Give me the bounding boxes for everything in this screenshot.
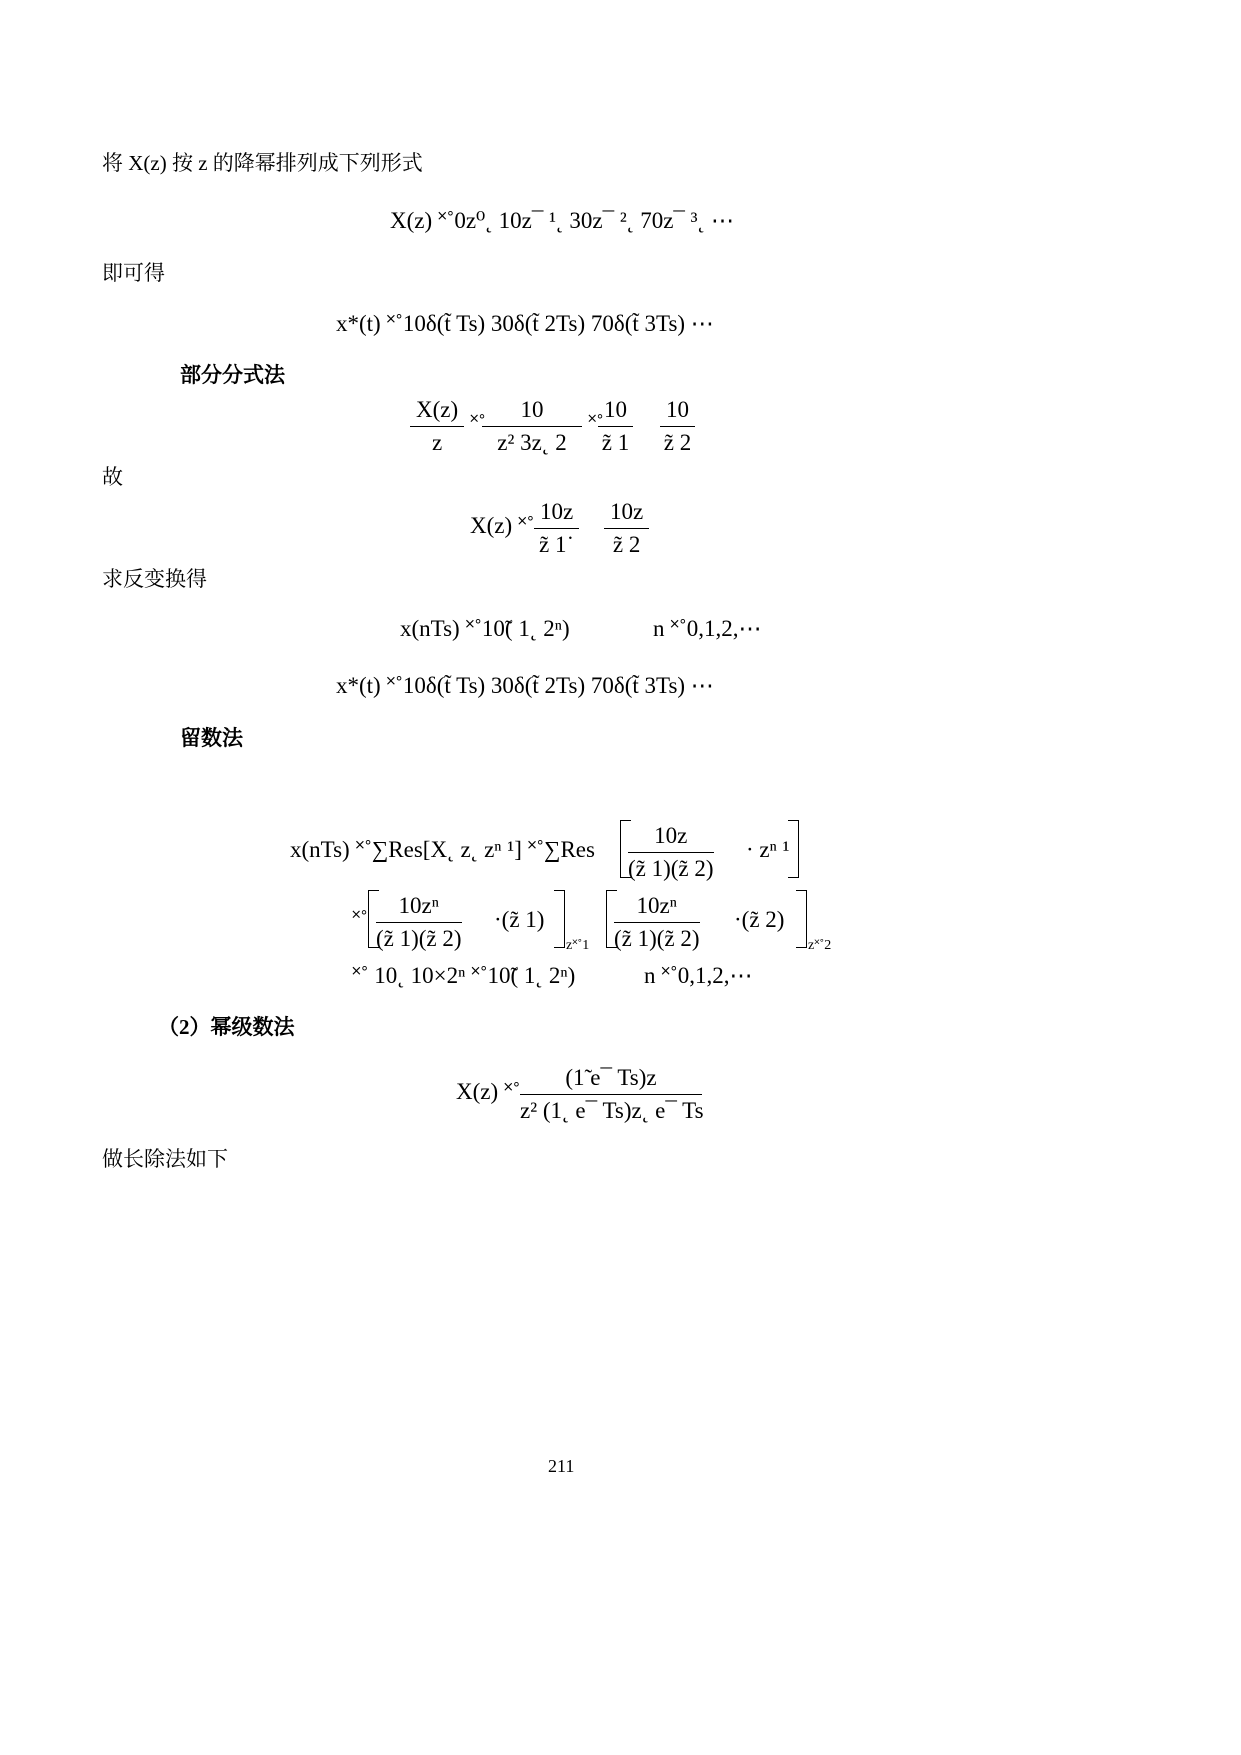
- residue-line-2-fraction-b: [614, 892, 700, 953]
- residue-line-2-right-bracket-b: [796, 890, 807, 948]
- eq4-f2-num: 10z: [604, 498, 649, 529]
- residue-line-1-tail: · zⁿ ¹: [746, 837, 790, 862]
- power-series-fraction: [520, 1064, 704, 1125]
- eq3-f3-num: 10: [660, 396, 695, 427]
- eq3-f1-num: 10: [482, 396, 582, 427]
- eq3-eq-sign-2: ˟˚: [588, 410, 604, 435]
- text-line-1: 将 X(z) 按 z 的降幂排列成下列形式: [102, 151, 423, 175]
- eq3-lhs-den: z: [431, 430, 443, 455]
- r1-num: 10z: [628, 822, 714, 853]
- eq4-f1-den: z̃ 1˙: [539, 532, 575, 557]
- p-num: (1̃ e¯ Ts)z: [520, 1064, 702, 1095]
- r2-a-den: (z̃ 1)(z̃ 2): [376, 926, 462, 951]
- equation-6: x*(t) ˟˚10δ(t̃ Ts) 30δ(t̃ 2Ts) 70δ(t̃ 3Ts) ⋯: [336, 673, 714, 698]
- r2-b-num: 10zⁿ: [614, 892, 700, 923]
- residue-line-3-n: n ˟˚0,1,2,⋯: [644, 963, 753, 988]
- residue-line-2-subscript-a: z˟˚1: [566, 938, 590, 953]
- text-qiufan: 求反变换得: [102, 567, 207, 591]
- eq4-lhs: X(z) ˟˚: [470, 513, 535, 538]
- residue-line-2-tail-b: ·(z̃ 2): [734, 907, 785, 932]
- p-den: z² (1˛ e¯ Ts)z˛ e¯ Ts: [520, 1098, 704, 1123]
- r1-den: (z̃ 1)(z̃ 2): [628, 856, 714, 881]
- equation-1: X(z) ˟˚0z⁰˛ 10z¯ ¹˛ 30z¯ ²˛ 70z¯ ³˛ ⋯: [390, 208, 734, 233]
- eq3-fraction-1: [482, 396, 582, 457]
- eq4-fraction-1: [534, 498, 579, 559]
- eq4-f2-den: z̃ 2: [612, 532, 641, 557]
- residue-line-2-eq-sign: ˟˚: [352, 906, 368, 931]
- residue-line-2-subscript-b: z˟˚2: [808, 938, 832, 953]
- eq3-f3-den: z̃ 2: [663, 430, 692, 455]
- r2-a-num: 10zⁿ: [376, 892, 462, 923]
- eq3-fraction-3: [660, 396, 695, 457]
- residue-line-2-tail-a: ·(z̃ 1): [494, 907, 545, 932]
- equation-2: x*(t) ˟˚10δ(t̃ Ts) 30δ(t̃ 2Ts) 70δ(t̃ 3Ts) ⋯: [336, 311, 714, 336]
- eq3-eq-sign-1: ˟˚: [470, 410, 486, 435]
- heading-partial-fraction: 部分分式法: [180, 363, 285, 387]
- residue-line-1-right-bracket: [788, 820, 799, 878]
- power-series-lhs: X(z) ˟˚: [456, 1079, 521, 1104]
- residue-line-2-right-bracket-a: [554, 890, 565, 948]
- eq3-lhs-fraction: [410, 396, 464, 457]
- eq3-lhs-num: X(z): [410, 396, 464, 427]
- text-zuochang: 做长除法如下: [102, 1147, 228, 1171]
- eq4-f1-num: 10z: [534, 498, 579, 529]
- page-number: 211: [548, 1456, 575, 1476]
- eq3-f2-den: z̃ 1: [601, 430, 630, 455]
- heading-power-series: （2）幂级数法: [158, 1015, 295, 1039]
- eq3-f1-den: z² 3z˛ 2: [497, 430, 567, 455]
- equation-5-n: n ˟˚0,1,2,⋯: [653, 616, 762, 641]
- residue-line-1-fraction: [628, 822, 714, 883]
- text-gu: 故: [102, 465, 123, 489]
- r2-b-den: (z̃ 1)(z̃ 2): [614, 926, 700, 951]
- text-jike: 即可得: [102, 261, 165, 285]
- eq3-f2-num: 10: [598, 396, 633, 427]
- residue-line-2-fraction-a: [376, 892, 462, 953]
- heading-residue: 留数法: [180, 726, 243, 750]
- residue-line-3: ˟˚ 10˛ 10×2ⁿ ˟˚10̃( 1˛ 2ⁿ): [352, 963, 576, 988]
- eq4-fraction-2: [604, 498, 649, 559]
- residue-line-1-lhs: x(nTs) ˟˚∑Res[X˛ z˛ zⁿ ¹] ˟˚∑Res: [290, 837, 595, 862]
- eq3-fraction-2: [598, 396, 633, 457]
- equation-5: x(nTs) ˟˚10̃( 1˛ 2ⁿ): [400, 616, 570, 641]
